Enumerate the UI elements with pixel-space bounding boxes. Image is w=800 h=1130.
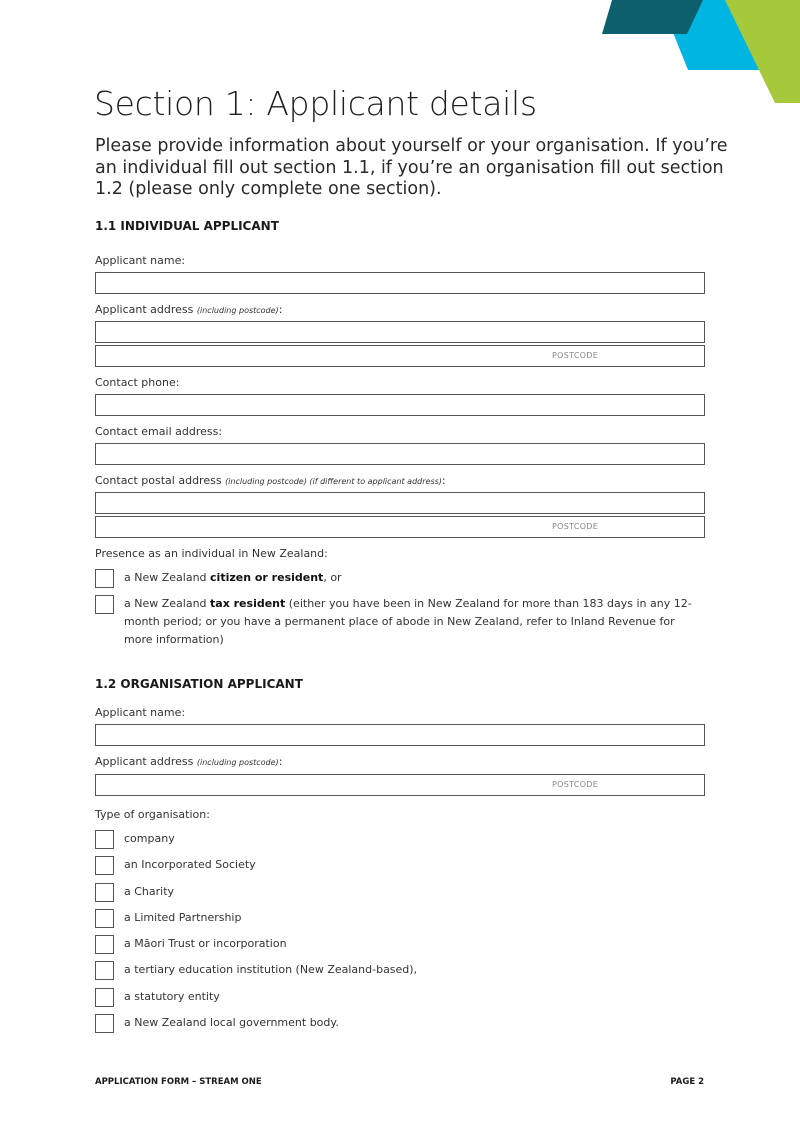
postcode-label: POSTCODE xyxy=(552,351,599,360)
individual-address-input-line1[interactable] xyxy=(95,321,705,343)
page-title: Section 1: Applicant details xyxy=(94,84,537,123)
org-type-option: company xyxy=(124,832,175,845)
org-type-checkbox-charity[interactable] xyxy=(95,883,114,902)
org-type-checkbox-limited-partnership[interactable] xyxy=(95,909,114,928)
postcode-label: POSTCODE xyxy=(552,780,599,789)
org-type-checkbox-maori-trust[interactable] xyxy=(95,935,114,954)
org-type-option: a Māori Trust or incorporation xyxy=(124,937,287,950)
individual-name-input[interactable] xyxy=(95,272,705,294)
org-address-label: Applicant address (including postcode): xyxy=(95,755,283,768)
postal-address-input-line2[interactable] xyxy=(95,516,705,538)
org-type-option: a Limited Partnership xyxy=(124,911,242,924)
org-type-checkbox-tertiary-institution[interactable] xyxy=(95,961,114,980)
org-type-checkbox-incorporated-society[interactable] xyxy=(95,856,114,875)
individual-heading: 1.1 INDIVIDUAL APPLICANT xyxy=(95,219,279,233)
org-type-option: a New Zealand local government body. xyxy=(124,1016,339,1029)
postcode-label: POSTCODE xyxy=(552,522,599,531)
brand-logo xyxy=(590,0,800,110)
organisation-heading: 1.2 ORGANISATION APPLICANT xyxy=(95,677,303,691)
individual-name-label: Applicant name: xyxy=(95,254,186,267)
postal-address-input-line1[interactable] xyxy=(95,492,705,514)
org-type-checkbox-statutory-entity[interactable] xyxy=(95,988,114,1007)
tax-resident-checkbox[interactable] xyxy=(95,595,114,614)
postal-address-label: Contact postal address (including postcode) (if different to applicant address): xyxy=(95,474,446,487)
email-label: Contact email address: xyxy=(95,425,223,438)
org-type-option: a Charity xyxy=(124,885,175,898)
org-type-option: a tertiary education institution (New Zealand-based), xyxy=(124,963,418,976)
org-type-checkbox-local-government[interactable] xyxy=(95,1014,114,1033)
org-type-option: a statutory entity xyxy=(124,990,220,1003)
footer-page-number: PAGE 2 xyxy=(670,1077,704,1087)
presence-label: Presence as an individual in New Zealand: xyxy=(95,547,328,560)
citizen-option-text: a New Zealand citizen or resident, or xyxy=(124,571,342,584)
org-type-label: Type of organisation: xyxy=(95,808,210,821)
phone-input[interactable] xyxy=(95,394,705,416)
email-input[interactable] xyxy=(95,443,705,465)
org-name-label: Applicant name: xyxy=(95,706,186,719)
org-address-input[interactable] xyxy=(95,774,705,796)
footer-form-name: APPLICATION FORM – STREAM ONE xyxy=(95,1077,262,1087)
org-name-input[interactable] xyxy=(95,724,705,746)
logo-teal-shape xyxy=(602,0,703,34)
org-type-option: an Incorporated Society xyxy=(124,858,256,871)
individual-address-input-line2[interactable] xyxy=(95,345,705,367)
tax-resident-option-text: a New Zealand tax resident (either you have been in New Zealand for more than 183 days in any 12-month period; or you have a permanent place of abode in New Zealand, refer to Inland Revenue for more information) xyxy=(124,597,692,646)
phone-label: Contact phone: xyxy=(95,376,180,389)
org-type-checkbox-company[interactable] xyxy=(95,830,114,849)
intro-text: Please provide information about yourself or your organisation. If you’re an individual fill out section 1.1, if you’re an organisation fill out section 1.2 (please only complete one section). xyxy=(95,136,728,199)
individual-address-label: Applicant address (including postcode): xyxy=(95,303,283,316)
citizen-checkbox[interactable] xyxy=(95,569,114,588)
